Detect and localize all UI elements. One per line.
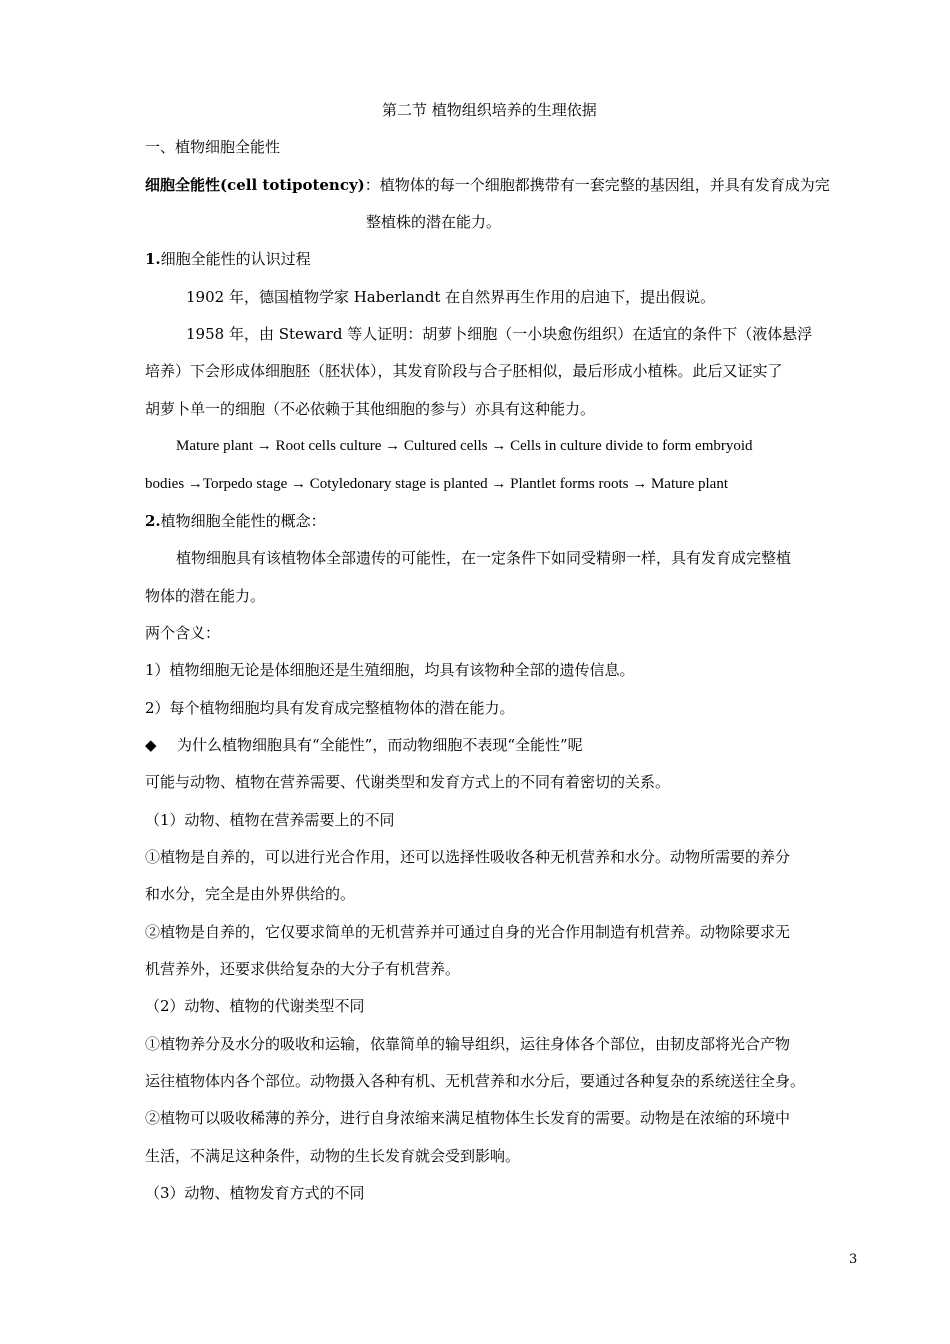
subheading-1 <box>145 249 311 269</box>
definition-line-1 <box>145 175 830 195</box>
section-title: 第二节 植物组织培养的生理依据 <box>382 101 597 119</box>
subheading-2-number: 2. <box>145 512 161 530</box>
english-line-1: Mature plant → Root cells culture → Cultured cells → Cells in culture divide to form embryoid <box>176 438 753 454</box>
question-line <box>145 735 583 755</box>
paragraph-1902: 1902 年，德国植物学家 Haberlandt 在自然界再生作用的启迪下，提出假说。 <box>186 288 716 306</box>
definition-line-2: 整植株的潜在能力。 <box>366 213 502 231</box>
part-2-item-2-line-1: ②植物可以吸收稀薄的养分，进行自身浓缩来满足植物体生长发育的需要。动物是在浓缩的环境中 <box>145 1109 791 1127</box>
two-meanings-label: 两个含义： <box>145 624 221 642</box>
page-number: 3 <box>849 1252 858 1267</box>
heading-totipotency: 一、植物细胞全能性 <box>145 138 281 156</box>
meaning-1: 1）植物细胞无论是体细胞还是生殖细胞，均具有该物种全部的遗传信息。 <box>145 661 635 679</box>
part-1-title: （1）动物、植物在营养需要上的不同 <box>145 811 395 829</box>
part-1-item-2-line-1: ②植物是自养的，它仅要求简单的无机营养并可通过自身的光合作用制造有机营养。动物除要求无 <box>145 923 791 941</box>
part-2-item-1-line-2: 运往植物体内各个部位。动物摄入各种有机、无机营养和水分后，要通过各种复杂的系统送往全身。 <box>145 1072 806 1090</box>
part-2-title: （2）动物、植物的代谢类型不同 <box>145 997 365 1015</box>
part-3-title: （3）动物、植物发育方式的不同 <box>145 1184 365 1202</box>
part-2-item-2-line-2: 生活，不满足这种条件，动物的生长发育就会受到影响。 <box>145 1147 521 1165</box>
concept-line-1: 植物细胞具有该植物体全部遗传的可能性，在一定条件下如同受精卵一样，具有发育成完整植 <box>176 549 792 567</box>
subheading-2 <box>145 511 326 531</box>
paragraph-1958-line-2: 培养）下会形成体细胞胚（胚状体），其发育阶段与合子胚相似，最后形成小植株。此后又证实了 <box>145 362 783 380</box>
part-1-item-1-line-1: ①植物是自养的，可以进行光合作用，还可以选择性吸收各种无机营养和水分。动物所需要的养分 <box>145 848 791 866</box>
subheading-1-number: 1. <box>145 250 161 268</box>
subheading-2-title: 植物细胞全能性的概念： <box>160 512 326 530</box>
definition-colon: ： <box>364 176 380 194</box>
meaning-2: 2）每个植物细胞均具有发育成完整植物体的潜在能力。 <box>145 699 515 717</box>
definition-text-1: 植物体的每一个细胞都携带有一套完整的基因组，并具有发育成为完 <box>379 176 830 194</box>
english-line-2: bodies →Torpedo stage → Cotyledonary stage is planted → Plantlet forms roots → Mature plant <box>145 476 729 492</box>
subheading-1-title: 细胞全能性的认识过程 <box>160 250 311 268</box>
question-text: 为什么植物细胞具有“全能性”，而动物细胞不表现“全能性”呢 <box>177 736 583 754</box>
concept-line-2: 物体的潜在能力。 <box>145 587 266 605</box>
part-1-item-1-line-2: 和水分，完全是由外界供给的。 <box>145 885 356 903</box>
part-2-item-1-line-1: ①植物养分及水分的吸收和运输，依靠简单的输导组织，运往身体各个部位，由韧皮部将光合产物 <box>145 1035 791 1053</box>
paragraph-1958-line-3: 胡萝卜单一的细胞（不必依赖于其他细胞的参与）亦具有这种能力。 <box>145 400 596 418</box>
diamond-bullet-icon: ◆ <box>145 736 157 754</box>
paragraph-1958-line-1: 1958 年，由 Steward 等人证明：胡萝卜细胞（一小块愈伤组织）在适宜的条件下（液体悬浮 <box>186 325 813 343</box>
part-1-item-2-line-2: 机营养外，还要求供给复杂的大分子有机营养。 <box>145 960 461 978</box>
definition-label: 细胞全能性(cell totipotency) <box>145 176 365 194</box>
answer-line: 可能与动物、植物在营养需要、代谢类型和发育方式上的不同有着密切的关系。 <box>145 773 671 791</box>
